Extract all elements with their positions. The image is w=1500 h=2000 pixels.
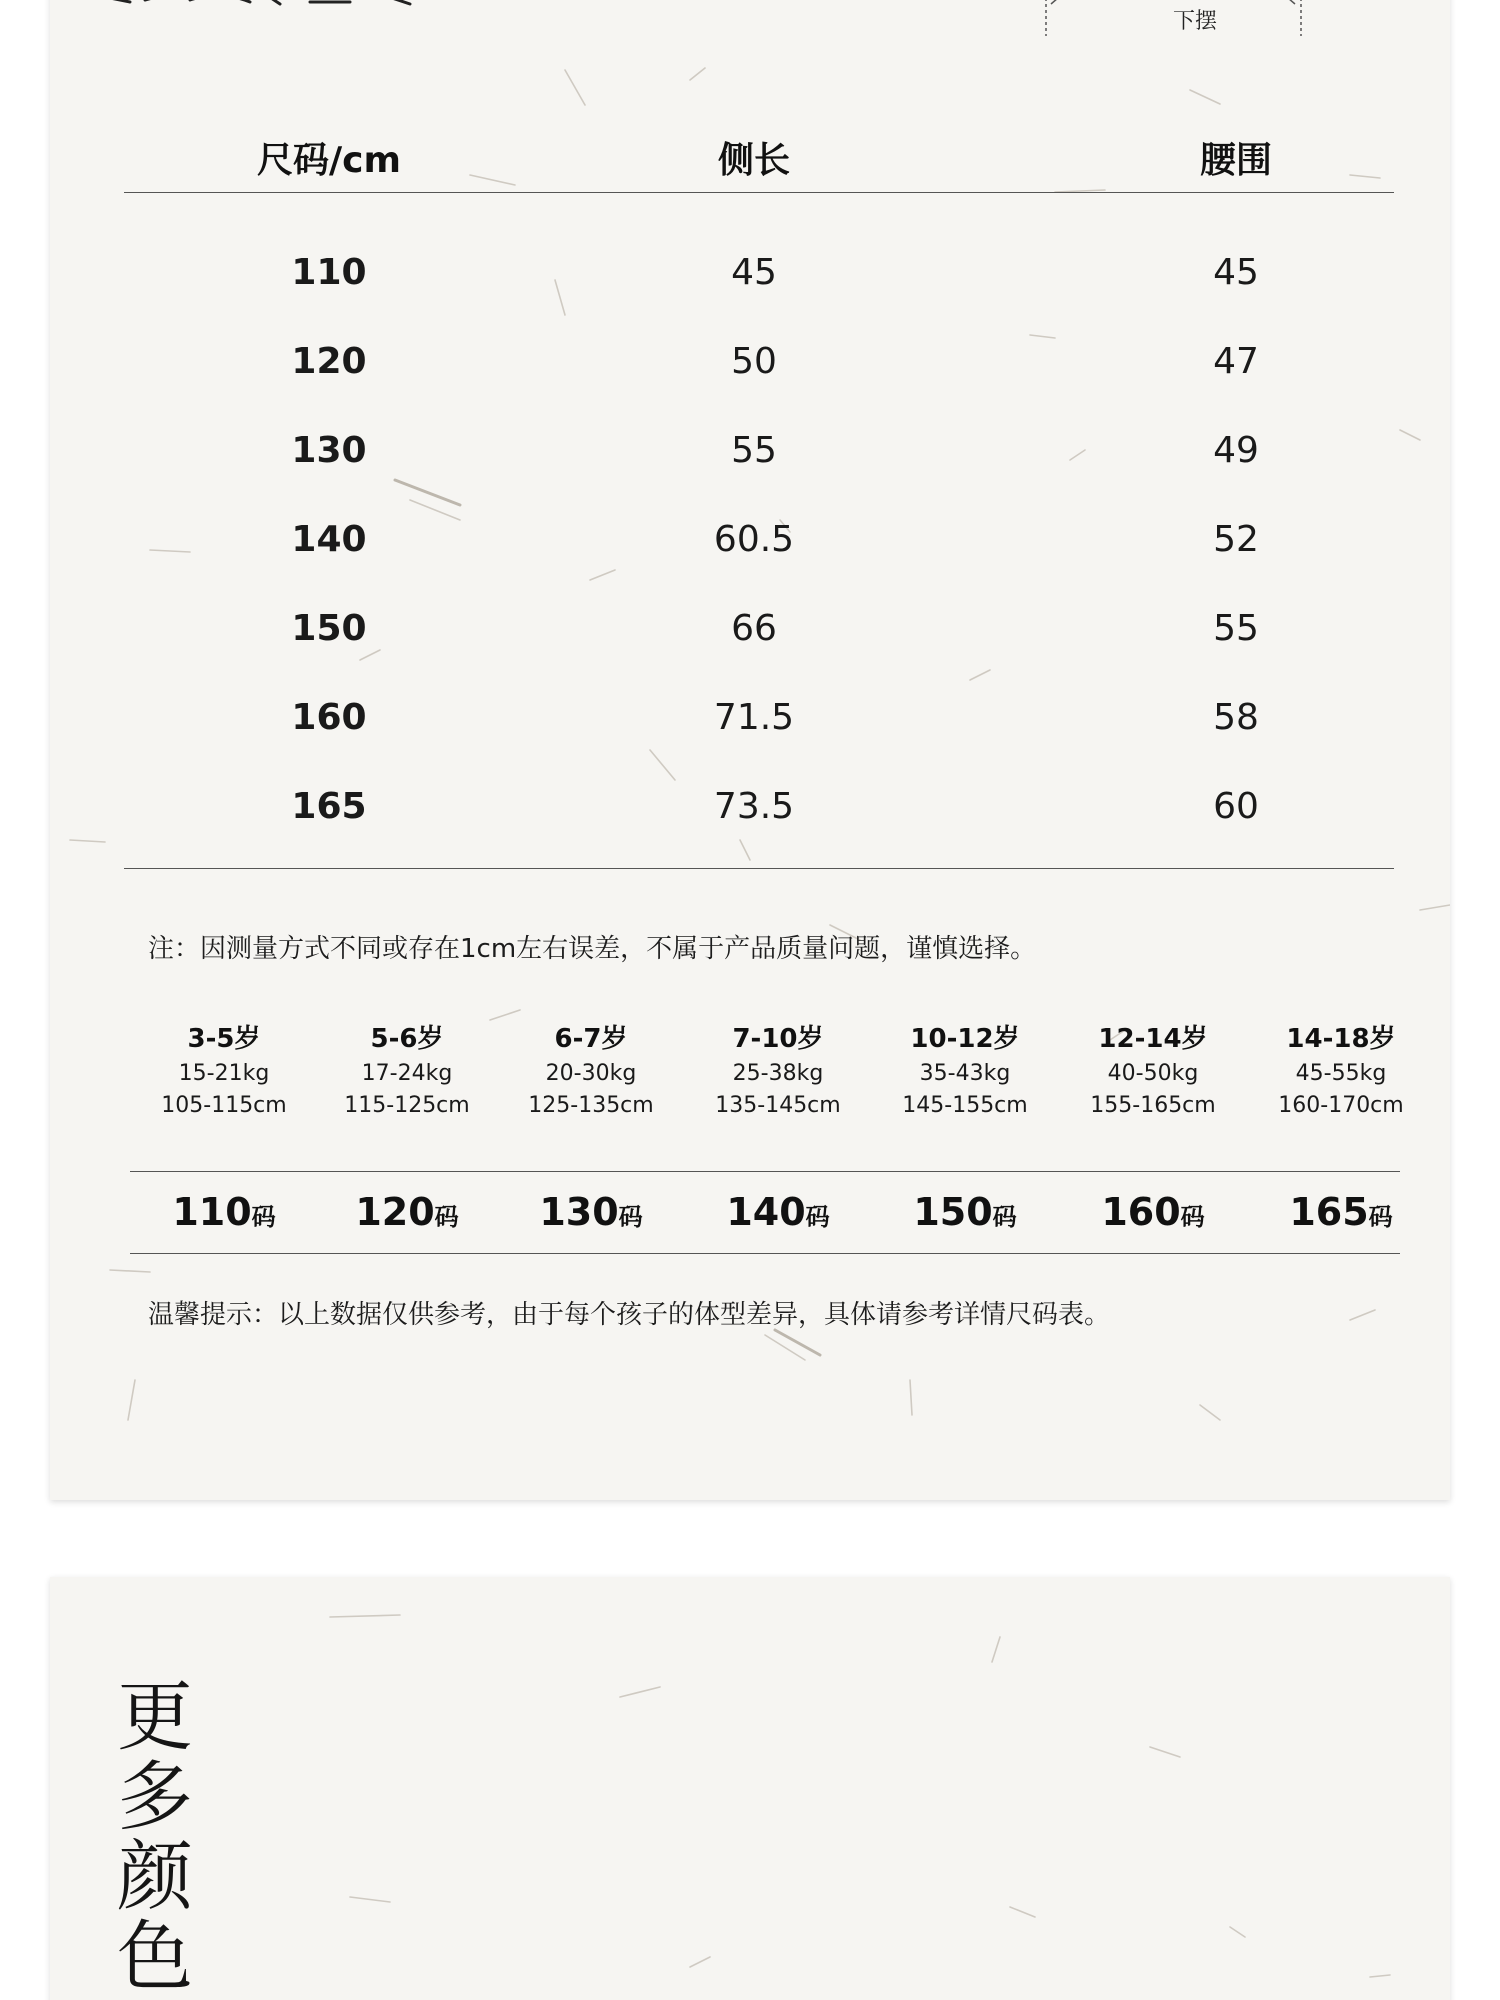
size-cell: 110: [291, 252, 367, 293]
height-range: 105-115cm: [161, 1093, 287, 1118]
size-number: 165: [1289, 1190, 1369, 1234]
size-chart-card: [50, 0, 1450, 1500]
age-grid-bottom-rule: [130, 1253, 1400, 1254]
title-char: 色: [117, 1912, 193, 2000]
table-row: [124, 584, 1394, 673]
header-waist: 腰围: [1199, 140, 1272, 181]
size-unit: 码: [434, 1203, 459, 1231]
size-cell: 140: [291, 519, 367, 560]
weight-range: 20-30kg: [545, 1061, 637, 1086]
age-guide: [130, 1020, 1404, 1135]
age-column: [317, 1020, 497, 1122]
waist-cell: 60: [1213, 786, 1259, 827]
age-range: 14-18岁: [1286, 1024, 1396, 1054]
side-length-cell: 50: [731, 341, 777, 382]
age-range: 5-6岁: [370, 1024, 444, 1054]
reference-tip: 温馨提示：以上数据仅供参考，由于每个孩子的体型差异，具体请参考详情尺码表。: [148, 1300, 1111, 1330]
size-unit: 码: [251, 1203, 276, 1231]
side-length-cell: 71.5: [713, 697, 795, 738]
size-cell: 120: [291, 341, 367, 382]
age-column: [875, 1020, 1055, 1122]
waist-cell: 45: [1213, 252, 1259, 293]
title-char: 多: [117, 1752, 193, 1841]
size-cell: 165: [291, 786, 367, 827]
title-char: 颜: [117, 1832, 193, 1921]
size-number: 130: [539, 1190, 619, 1234]
age-column: [1063, 1020, 1243, 1122]
waist-cell: 49: [1213, 430, 1259, 471]
recommended-size: [134, 1173, 314, 1259]
table-row: [124, 406, 1394, 495]
side-length-cell: 66: [731, 608, 777, 649]
weight-range: 40-50kg: [1107, 1061, 1199, 1086]
size-table-header: [124, 110, 1394, 190]
recommended-size: [1251, 1173, 1431, 1259]
size-unit: 码: [618, 1203, 643, 1231]
recommended-size: [501, 1173, 681, 1259]
height-range: 125-135cm: [528, 1093, 654, 1118]
weight-range: 25-38kg: [732, 1061, 824, 1086]
age-range: 6-7岁: [554, 1024, 628, 1054]
side-length-cell: 73.5: [713, 786, 795, 827]
weight-range: 17-24kg: [361, 1061, 453, 1086]
table-row: [124, 495, 1394, 584]
waist-cell: 47: [1213, 341, 1259, 382]
age-column: [501, 1020, 681, 1122]
more-colors-title: [105, 1672, 205, 2000]
age-range: 12-14岁: [1098, 1024, 1208, 1054]
recommended-size: [1063, 1173, 1243, 1259]
recommended-sizes: [130, 1173, 1400, 1251]
age-range: 7-10岁: [732, 1024, 824, 1054]
table-row: [124, 228, 1394, 317]
waist-cell: 58: [1213, 697, 1259, 738]
age-range: 3-5岁: [187, 1024, 261, 1054]
side-length-cell: 60.5: [713, 519, 795, 560]
table-bottom-rule: [124, 868, 1394, 869]
hem-label: 下摆: [1172, 9, 1217, 34]
size-number: 140: [726, 1190, 806, 1234]
paper-texture: [50, 1577, 1450, 2000]
age-column: [688, 1020, 868, 1122]
height-range: 135-145cm: [715, 1093, 841, 1118]
measurement-note: 注：因测量方式不同或存在1cm左右误差，不属于产品质量问题，谨慎选择。: [148, 934, 1037, 964]
recommended-size: [317, 1173, 497, 1259]
waist-cell: 52: [1213, 519, 1259, 560]
side-length-cell: 45: [731, 252, 777, 293]
size-number: 120: [355, 1190, 435, 1234]
table-row: [124, 762, 1394, 851]
size-cell: 160: [291, 697, 367, 738]
age-column: [134, 1020, 314, 1122]
table-row: [124, 673, 1394, 762]
size-number: 160: [1101, 1190, 1181, 1234]
waist-cell: 55: [1213, 608, 1259, 649]
size-number: 110: [172, 1190, 252, 1234]
header-size: 尺码/cm: [256, 140, 401, 181]
table-row: [124, 317, 1394, 406]
recommended-size: [688, 1173, 868, 1259]
size-unit: 码: [1180, 1203, 1205, 1231]
weight-range: 35-43kg: [919, 1061, 1011, 1086]
header-side-length: 侧长: [717, 140, 790, 181]
size-cell: 150: [291, 608, 367, 649]
more-colors-card: [50, 1577, 1450, 2000]
size-unit: 码: [992, 1203, 1017, 1231]
weight-range: 45-55kg: [1295, 1061, 1387, 1086]
size-number: 150: [913, 1190, 993, 1234]
age-grid-rule: [130, 1171, 1400, 1172]
size-cell: 130: [291, 430, 367, 471]
height-range: 115-125cm: [344, 1093, 470, 1118]
title-char: 更: [117, 1672, 193, 1761]
height-range: 155-165cm: [1090, 1093, 1216, 1118]
weight-range: 15-21kg: [178, 1061, 270, 1086]
size-unit: 码: [1368, 1203, 1393, 1231]
age-range: 10-12岁: [910, 1024, 1020, 1054]
height-range: 160-170cm: [1278, 1093, 1404, 1118]
table-top-rule: [124, 192, 1394, 193]
height-range: 145-155cm: [902, 1093, 1028, 1118]
recommended-size: [875, 1173, 1055, 1259]
age-column: [1251, 1020, 1431, 1122]
side-length-cell: 55: [731, 430, 777, 471]
size-unit: 码: [805, 1203, 830, 1231]
